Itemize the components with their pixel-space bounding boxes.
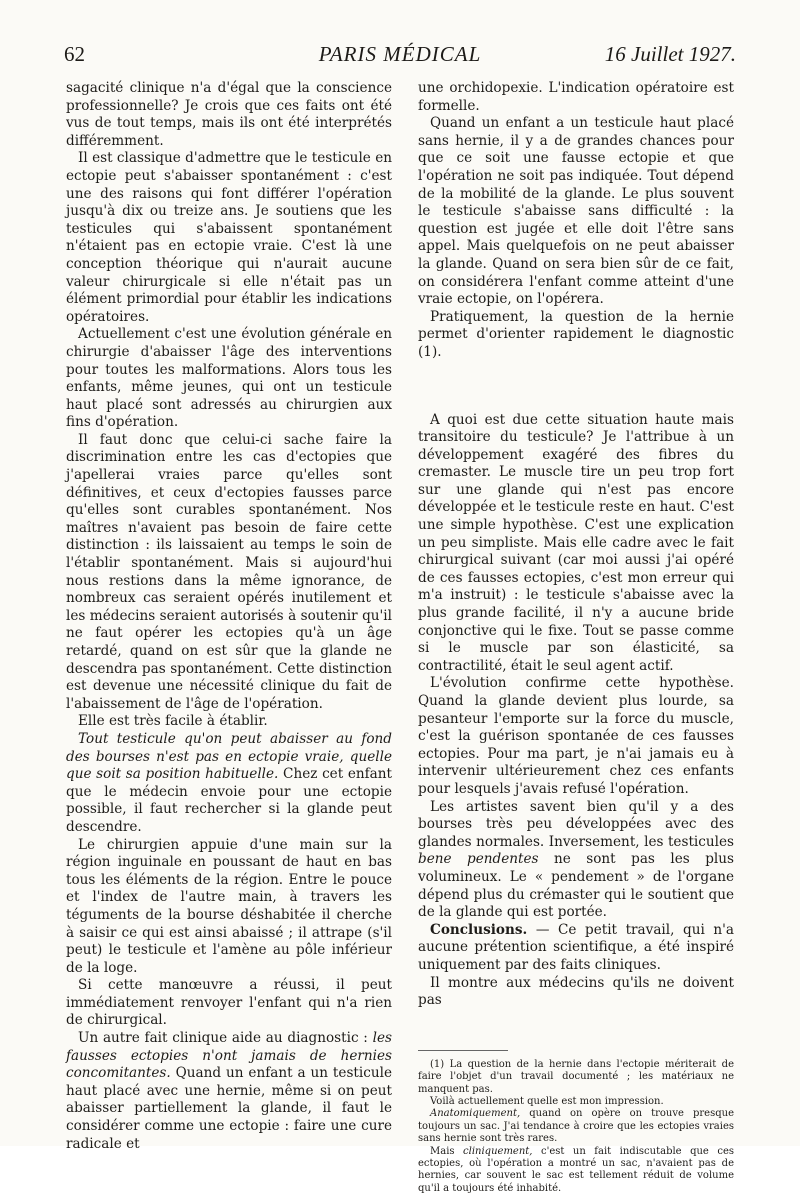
paragraph: [418, 799, 734, 922]
paragraph: Il est classique d'admettre que le testicule en ectopie peut s'abaisser spontanément : c'est une des raisons qui font différer l'opération jusqu'à dix ou treize ans. Je soutiens que les testicules qui s'abaissent spontanément n'étaient pas en ectopie vraie. C'est là une conception théorique qui n'aurait aucune valeur chirurgicale si elle n'était pas un élément primordial pour établir les indications opératoires.: [66, 150, 392, 325]
paragraph-text: Chez cet enfant que le médecin envoie pour une ectopie possible, il faut rechercher si la glande peut descendre.: [66, 766, 393, 835]
paragraph: Si cette manœuvre a réussi, il peut immédiatement renvoyer l'enfant qui n'a rien de chirurgical.: [66, 977, 392, 1029]
paragraph-text: ne sont pas les plus volumineux. Le « pendement » de l'organe dépend plus du crémaster qui le soutient que de la glande qui est portée.: [418, 851, 734, 921]
paragraph: [66, 731, 392, 837]
footnote-divider: [418, 1050, 508, 1051]
right-column: [418, 80, 734, 1195]
paragraph: Actuellement c'est une évolution générale en chirurgie d'abaisser l'âge des interventions pour toutes les malformations. Alors tous les enfants, même jeunes, qui ont un testicule haut placé sont adressés au chirurgien aux fins d'opération.: [66, 326, 392, 431]
issue-date: 16 Juillet 1927.: [604, 42, 736, 66]
paragraph: une orchidopexie. L'indication opératoire est formelle.: [418, 80, 734, 114]
paragraph: Elle est très facile à établir.: [78, 713, 268, 730]
footnote: [418, 1108, 734, 1145]
footnote: (1) La question de la hernie dans l'ectopie mériterait de faire l'objet d'un travail documenté ; les matériaux ne manquent pas.: [418, 1058, 734, 1095]
left-column: [66, 80, 392, 1153]
footnote: [418, 1146, 734, 1195]
paragraph: Le chirurgien appuie d'une main sur la région inguinale en poussant de haut en bas tous les éléments de la région. Entre le pouce et l'index de l'autre main, à travers les téguments de la bourse déshabitée il cherche à saisir ce qui est ainsi abaissé ; il attrape (s'il peut) le testicule et l'amène au pôle inférieur de la loge.: [66, 836, 392, 976]
page-header: [64, 42, 736, 72]
italic-thesis: Tout testicule qu'on peut abaisser au fond des bourses n'est pas en ectopie vraie, quelle que soit sa position habituelle.: [66, 730, 392, 783]
paragraph: [66, 1030, 392, 1153]
paragraph: L'évolution confirme cette hypothèse. Quand la glande devient plus lourde, sa pesanteur l'emporte sur la force du muscle, c'est la guérison spontanée de ces fausses ectopies. Pour ma part, je n'ai jamais eu à intervenir ultérieurement chez ces enfants pour lesquels j'avais refusé l'opération.: [418, 675, 734, 797]
footnote-text: Mais: [430, 1145, 464, 1157]
paragraph: sagacité clinique n'a d'égal que la conscience professionnelle? Je crois que ces faits ont été vus de tout temps, mais ils ont été interprétés différemment.: [66, 80, 392, 149]
paragraph-text: Un autre fait clinique aide au diagnostic :: [78, 1030, 373, 1047]
conclusions-heading: Conclusions.: [430, 921, 528, 938]
paragraph: Il montre aux médecins qu'ils ne doivent pas: [418, 974, 734, 1009]
paragraph-text: Quand un enfant a un testicule haut placé avec une hernie, même si on peut abaisser partiellement la glande, il faut le considérer comme une ectopie : faire une cure radicale et: [66, 1065, 392, 1152]
journal-title: PARIS MÉDICAL: [318, 42, 482, 66]
italic-latin: bene pendentes: [418, 851, 539, 868]
footnote: Voilà actuellement quelle est mon impression.: [430, 1095, 664, 1107]
paragraph: Pratiquement, la question de la hernie permet d'orienter rapidement le diagnostic (1).: [418, 308, 734, 360]
italic-emphasis: les fausses ectopies n'ont jamais de hernies concomitantes.: [66, 1030, 392, 1082]
conclusions-paragraph: [418, 922, 734, 975]
footnote-italic: Anatomiquement,: [430, 1108, 521, 1120]
footnote-text: c'est un fait indiscutable que ces ectopies, où l'opération a montré un sac, n'avaient pas de hernies, car souvent le sac est tellement réduit de volume qu'il a toujours été inhabité.: [418, 1145, 734, 1194]
paragraph: Quand un enfant a un testicule haut placé sans hernie, il y a de grandes chances pour que ce soit une fausse ectopie et que l'opération ne soit pas indiquée. Tout dépend de la mobilité de la glande. Le plus souvent le testicule s'abaisse sans difficulté : la question est jugée et elle doit l'être sans appel. Mais quelquefois on ne peut abaisser la glande. Quand on sera bien sûr de ce fait, on considérera l'enfant comme atteint d'une vraie ectopie, on l'opérera.: [418, 115, 734, 308]
footnotes: [418, 1059, 734, 1195]
footnote-text: quand on opère on trouve presque toujours un sac. J'ai tendance à croire que les ectopies vraies sans hernie sont très rares.: [418, 1108, 734, 1145]
paragraph: Il faut donc que celui-ci sache faire la discrimination entre les cas d'ectopies que j'apellerai vraies parce qu'elles sont définitives, et ceux d'ectopies fausses parce qu'elles sont curables spontanément. Nos maîtres n'avaient pas besoin de faire cette distinction : ils laissaient au temps le soin de l'établir spontanément. Mais si aujourd'hui nous restions dans la même ignorance, de nombreux cas seraient opérés inutilement et les médecins seraient autorisés à soutenir qu'il ne faut opérer les ectopies qu'à un âge retardé, quand on est sûr que la glande ne descendra pas spontanément. Cette distinction est devenue une nécessité clinique du fait de l'abaissement de l'âge de l'opération.: [66, 431, 392, 712]
paragraph-text: Les artistes savent bien qu'il y a des bourses très peu développées avec des glandes normales. Inversement, les testicules: [418, 798, 734, 850]
paragraph-text: — Ce petit travail, qui n'a aucune prétention scientifique, a été inspiré uniquement par des faits cliniques.: [418, 921, 734, 973]
paragraph: A quoi est due cette situation haute mais transitoire du testicule? Je l'attribue à un développement exagéré des fibres du cremaster. Le muscle tire un peu trop fort sur une glande qui n'est pas encore développée et le testicule reste en haut. C'est une simple hypothèse. C'est une explication un peu simpliste. Mais elle cadre avec le fait chirurgical suivant (car moi aussi j'ai opéré de ces fausses ectopies, c'est mon erreur qui m'a instruit) : le testicule s'abaisse avec la plus grande facilité, il n'y a aucune bride conjonctive qui le fixe. Tout se passe comme si le muscle par son élasticité, sa contractilité, était le seul agent actif.: [418, 411, 734, 674]
footnote-italic: cliniquement,: [463, 1145, 533, 1157]
page-number: 62: [64, 42, 85, 66]
